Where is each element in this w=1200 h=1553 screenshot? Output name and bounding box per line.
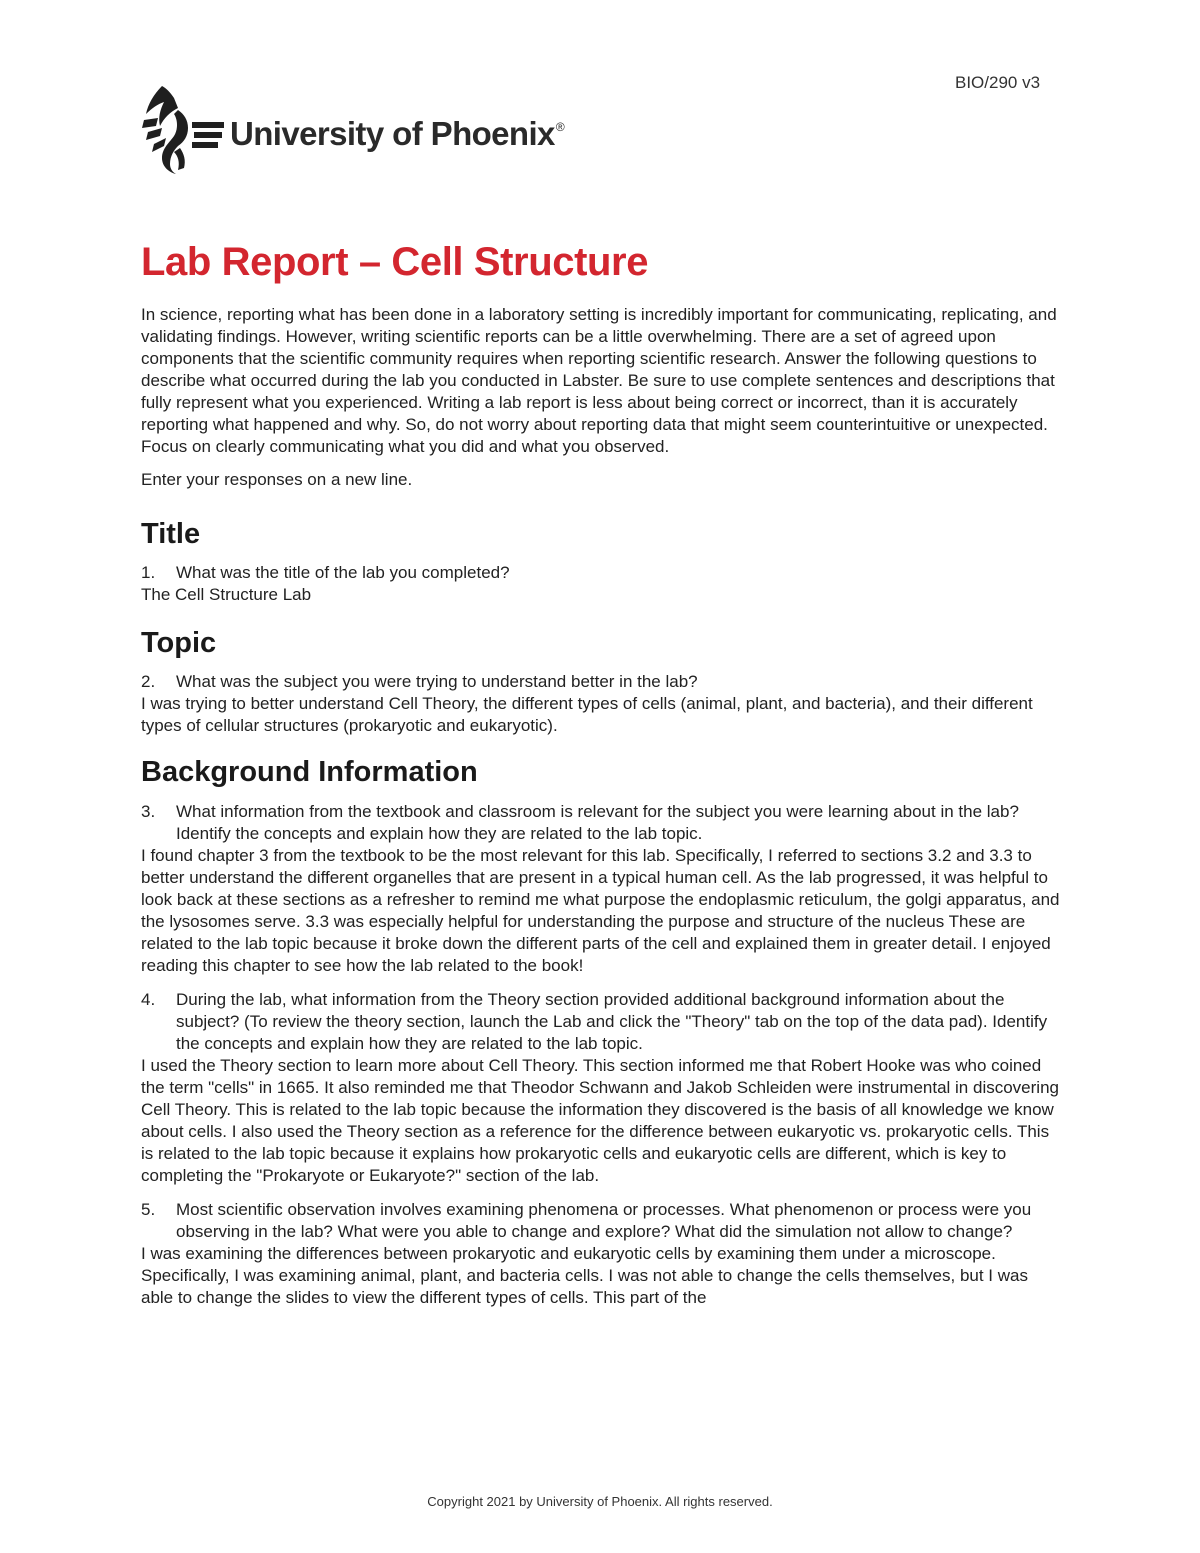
section-heading-topic: Topic (141, 627, 217, 659)
question-1 (141, 562, 1061, 584)
section-heading-background: Background Information (141, 756, 478, 788)
question-number: 2. (141, 672, 156, 691)
question-number: 4. (141, 990, 156, 1009)
question-4 (141, 989, 1061, 1055)
question-3 (141, 801, 1061, 845)
section-heading-title: Title (141, 518, 201, 550)
phoenix-bird-icon (140, 84, 224, 176)
registered-mark: ® (555, 120, 565, 134)
question-number: 3. (141, 802, 156, 821)
question-text: What was the subject you were trying to understand better in the lab? (176, 672, 698, 691)
answer-3: I found chapter 3 from the textbook to be the most relevant for this lab. Specifically, I referred to sections 3.2 and 3.3 to better understand the different organelles that are present in a typical human cell. As the lab progressed, it was helpful to look back at these sections as a refresher to remind me what purpose the endoplasmic reticulum, the golgi apparatus, and the lysosomes serve. 3.3 was especially helpful for understanding the purpose and structure of the nucleus These are related to the lab topic because it broke down the different parts of the cell and explained them in greater detail. I enjoyed reading this chapter to see how the lab related to the book! (141, 846, 1060, 975)
document-body (141, 236, 1061, 1309)
intro-paragraph: In science, reporting what has been done in a laboratory setting is incredibly important for communicating, replicating, and validating findings. However, writing scientific reports can be a little overwhelming. There are a set of agreed upon components that the scientific community requires when reporting scientific research. Answer the following questions to describe what occurred during the lab you conducted in Labster. Be sure to use complete sentences and descriptions that fully represent what you experienced. Writing a lab report is less about being correct or incorrect, than it is accurately reporting what happened and why. So, do not worry about reporting data that might seem counterintuitive or unexpected. Focus on clearly communicating what you did and what you observed. (141, 305, 1057, 456)
university-name: University of Phoenix® (230, 115, 565, 152)
question-5 (141, 1199, 1061, 1243)
answer-1: The Cell Structure Lab (141, 585, 312, 604)
question-2 (141, 671, 1061, 693)
instruction-text: Enter your responses on a new line. (141, 470, 413, 489)
question-number: 1. (141, 563, 156, 582)
answer-5: I was examining the differences between prokaryotic and eukaryotic cells by examining them under a microscope. Specifically, I was examining animal, plant, and bacteria cells. I was not able to change the cells themselves, but I was able to change the slides to view the different types of cells. This part of the (141, 1244, 1028, 1307)
question-text: What information from the textbook and classroom is relevant for the subject you were learning about in the lab? Identify the concepts and explain how they are related to the lab topic. (176, 802, 1019, 843)
answer-4: I used the Theory section to learn more about Cell Theory. This section informed me that Robert Hooke was who coined the term "cells" in 1665. It also reminded me that Theodor Schwann and Jakob Schleiden were instrumental in discovering Cell Theory. This is related to the lab topic because the information they discovered is the basis of all knowledge we know about cells. I also used the Theory section as a reference for the difference between eukaryotic vs. prokaryotic cells. This is related to the lab topic because it explains how prokaryotic cells and eukaryotic cells are different, which is key to completing the "Prokaryote or Eukaryote?" section of the lab. (141, 1056, 1059, 1185)
question-text: What was the title of the lab you completed? (176, 563, 510, 582)
copyright-footer: Copyright 2021 by University of Phoenix. All rights reserved. (427, 1494, 773, 1509)
question-number: 5. (141, 1200, 156, 1219)
answer-2: I was trying to better understand Cell Theory, the different types of cells (animal, plant, and bacteria), and their different types of cellular structures (prokaryotic and eukaryotic). (141, 694, 1033, 735)
document-title: Lab Report – Cell Structure (141, 240, 649, 284)
question-text: Most scientific observation involves examining phenomena or processes. What phenomenon or process were you observing in the lab? What were you able to change and explore? What did the simulation not allow to change? (176, 1200, 1032, 1241)
course-code: BIO/290 v3 (955, 73, 1041, 92)
university-logo (140, 84, 564, 176)
question-text: During the lab, what information from the Theory section provided additional background information about the subject? (To review the theory section, launch the Lab and click the "Theory" tab on the top of the data pad). Identify the concepts and explain how they are related to the lab topic. (176, 990, 1048, 1053)
